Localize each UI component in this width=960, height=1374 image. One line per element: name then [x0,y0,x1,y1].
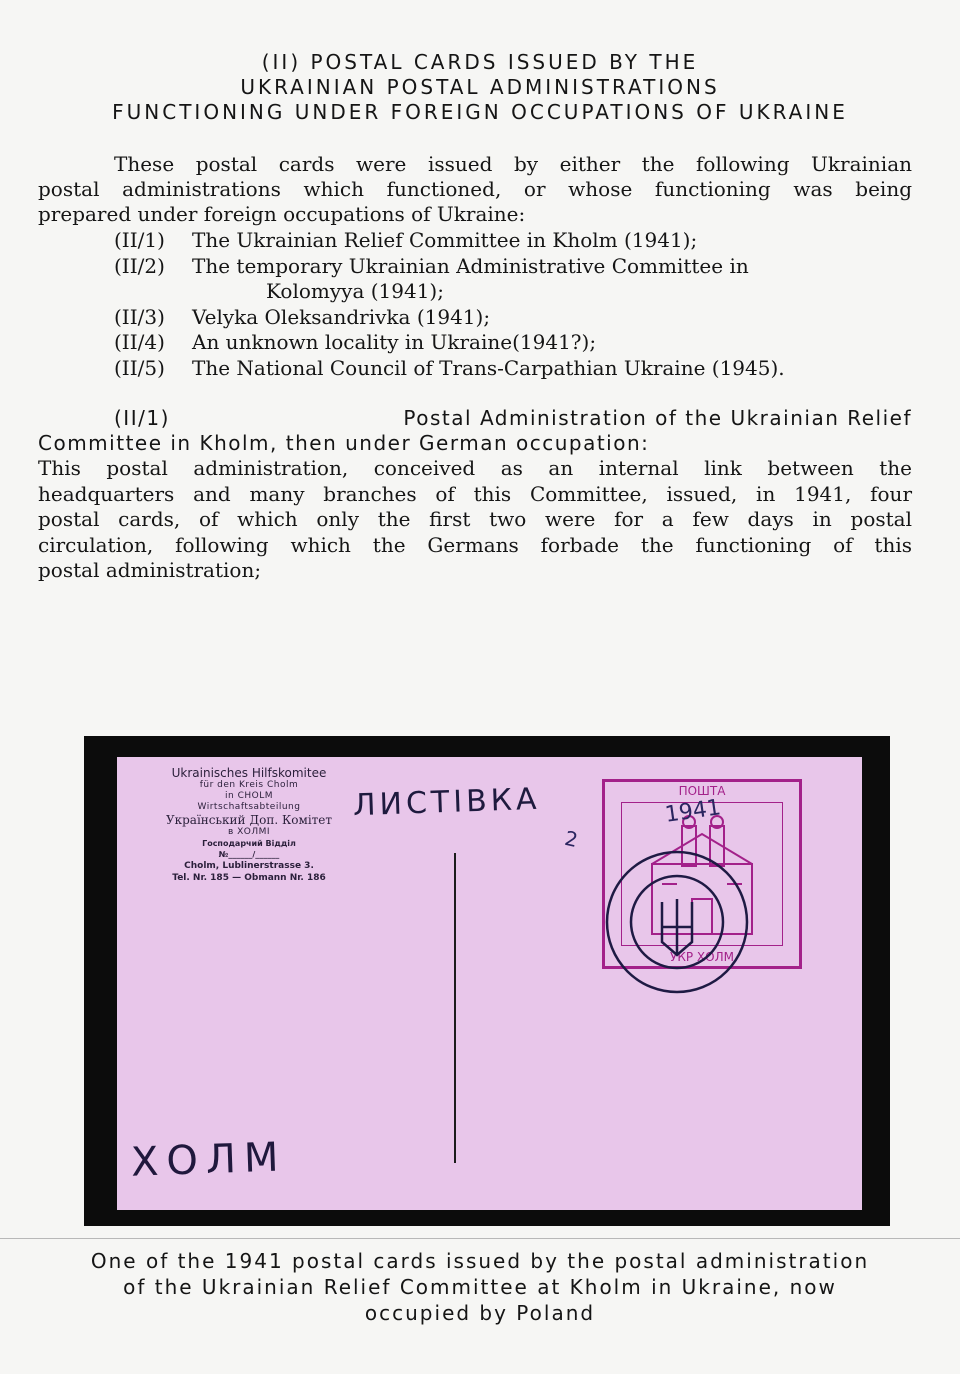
postmark-trident-icon [602,847,752,997]
list-item-number: (II/5) [114,355,165,380]
stamp-bottom-text: УКР ХОЛМ [670,950,734,964]
list-item-number: (II/2) [114,253,165,278]
section-number: (II/1) [114,406,170,430]
sender-line: Ukrainisches Hilfskomitee [171,766,327,780]
postal-card-mount [84,736,890,1226]
postal-card [117,757,862,1210]
list-item-text: The temporary Ukrainian Administrative Committee in [192,253,749,278]
sender-line: Господарчий Відділ [202,839,296,848]
sender-line: Український Доп. Комітет [165,813,333,827]
list-item-text: An unknown locality in Ukraine(1941?); [192,330,597,354]
section-heading-line-2: Committee in Kholm, then under German occupation: [38,431,650,455]
list-item-text: Velyka Oleksandrivka (1941); [192,304,491,329]
administration-list [114,228,785,381]
list-item-text: The Ukrainian Relief Committee in Kholm (1941); [192,228,698,252]
section-heading-line-1: Postal Administration of the Ukrainian Relief [403,406,912,430]
stamp-top-text: ПОШТА [678,784,726,798]
sender-cachet [139,767,359,884]
intro-line-3: prepared under foreign occupations of Ukraine: [38,202,526,226]
list-item-text: The National Council of Trans-Carpathian Ukraine (1945). [192,355,785,380]
sender-line: in CHOLM [225,791,273,801]
list-item [114,330,785,356]
list-item [114,356,785,382]
figure-caption [0,1248,960,1326]
sender-line: Tel. Nr. 185 — Obmann Nr. 186 [172,873,326,883]
handwritten-day: 2 [562,825,581,853]
body-line-4: circulation, following which the Germans forbade the functioning of this [38,532,912,557]
caption-line-3: occupied by Poland [364,1301,596,1325]
list-item-number: (II/4) [114,330,165,354]
body-line-1: This postal administration, conceived as an internal link between the [38,456,912,480]
sender-line: Cholm, Lublinerstrasse 3. [184,861,314,871]
list-item [114,228,785,254]
page-title [0,50,960,125]
list-item-number: (II/3) [114,304,165,329]
caption-line-2: of the Ukrainian Relief Committee at Kholm in Ukraine, now [123,1275,837,1299]
intro-line-2: postal administrations which functioned, or whose functioning was being [38,177,912,201]
section-body [38,456,912,584]
sender-line: Wirtschaftsabteilung [197,802,301,812]
handwritten-place: ХОЛМ [130,1134,288,1186]
sender-line: №______/______ [218,850,280,859]
section-heading [38,406,912,456]
body-line-5: postal administration; [38,558,262,582]
list-item-continuation: Kolomyya (1941); [266,279,444,303]
list-item-number: (II/1) [114,228,165,252]
title-line-3: FUNCTIONING UNDER FOREIGN OCCUPATIONS OF UKRAINE [112,100,848,124]
address-divider [454,853,456,1163]
intro-line-1: These postal cards were issued by either the following Ukrainian [114,152,912,176]
list-item [114,305,785,331]
title-line-2: UKRAINIAN POSTAL ADMINISTRATIONS [240,75,720,99]
caption-rule [0,1238,960,1239]
body-line-3: postal cards, of which only the first two were for a few days in postal [38,507,912,531]
handwritten-year: 1941 [663,795,723,828]
body-line-2: headquarters and many branches of this Committee, issued, in 1941, four [38,481,912,506]
sender-line: в ХОЛМІ [227,827,271,837]
card-heading: ЛИСТІВКА [352,781,542,824]
intro-paragraph [38,152,912,227]
sender-line: für den Kreis Cholm [199,780,299,790]
list-item [114,254,785,280]
title-line-1: (II) POSTAL CARDS ISSUED BY THE [261,50,699,74]
caption-line-1: One of the 1941 postal cards issued by the postal administration [90,1249,870,1273]
